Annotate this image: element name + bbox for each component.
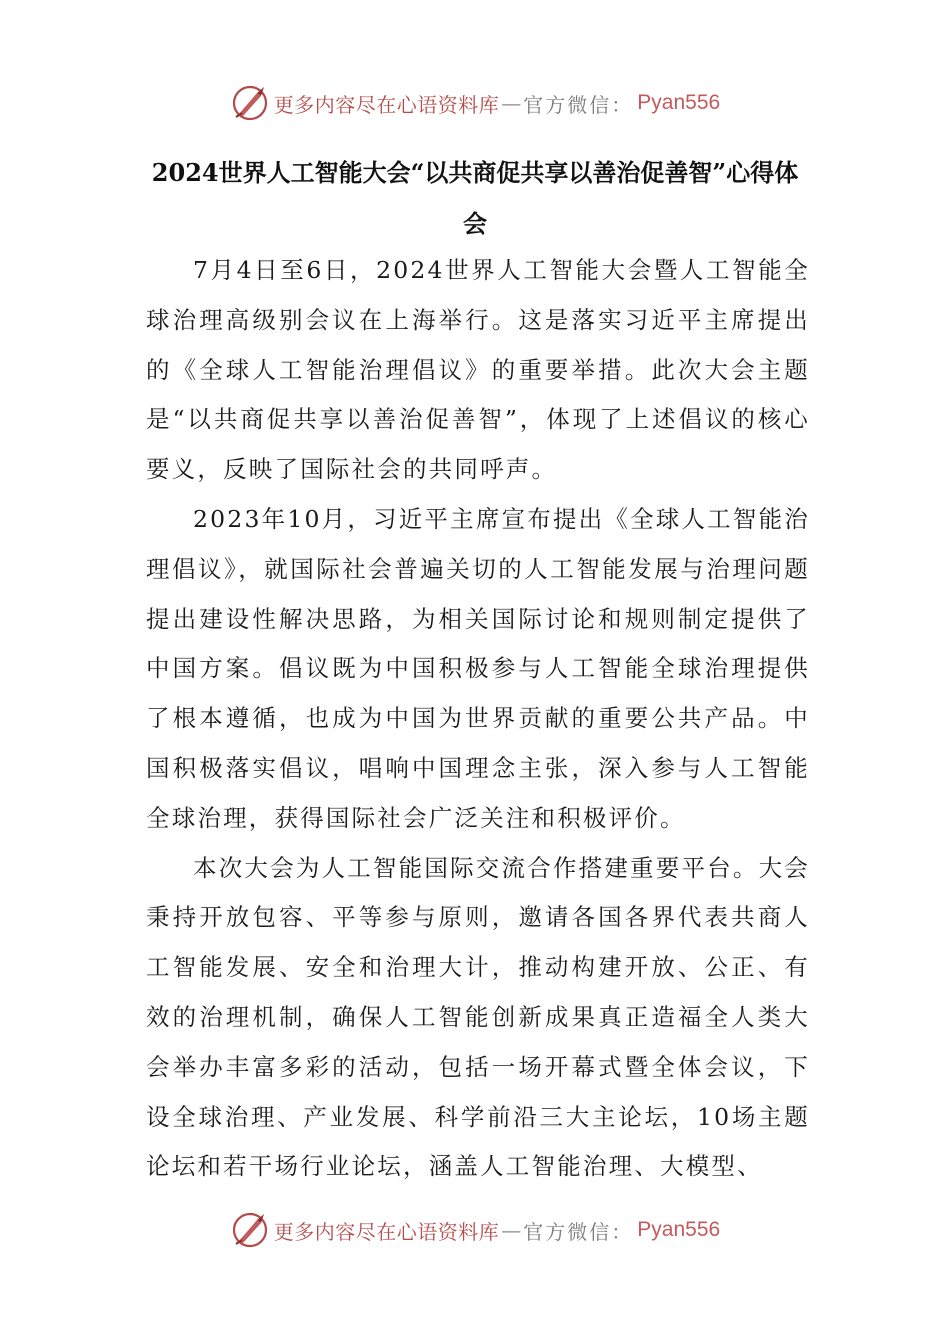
quill-logo-icon	[230, 83, 270, 123]
paragraph-1: 7月4日至6日，2024世界人工智能大会暨人工智能全球治理高级别会议在上海举行。这是落实习近平主席提出的《全球人工智能治理倡议》的重要举措。此次大会主题是“以共商促共享以善治促善智”，体现了上述倡议的核心要义，反映了国际社会的共同呼声。	[146, 256, 810, 484]
header-watermark-banner	[0, 80, 950, 126]
watermark-wechat-id: Pyan556	[637, 1218, 721, 1241]
paragraph-3: 本次大会为人工智能国际交流合作搭建重要平台。大会秉持开放包容、平等参与原则，邀请各国各界代表共商人工智能发展、安全和治理大计，推动构建开放、公正、有效的治理机制，确保人工智能创新成果真正造福全人类大会举办丰富多彩的活动，包括一场开幕式暨全体会议，下设全球治理、产业发展、科学前沿三大主论坛，10场主题论坛和若干场行业论坛，涵盖人工智能治理、大模型、	[146, 853, 810, 1181]
watermark-text: 更多内容尽在心语资料库	[273, 1219, 500, 1244]
watermark-separator: —	[501, 91, 522, 115]
document-title: 2024世界人工智能大会“以共商促共享以善治促善智”心得体会	[151, 158, 799, 238]
watermark-separator: —	[501, 1218, 522, 1242]
watermark-text: 更多内容尽在心语资料库	[273, 92, 500, 117]
watermark-wechat-id: Pyan556	[637, 91, 721, 114]
quill-logo-icon	[230, 1210, 270, 1250]
watermark-official-label: 官方微信：	[523, 92, 634, 117]
document-body	[146, 246, 810, 1192]
paragraph-2: 2023年10月，习近平主席宣布提出《全球人工智能治理倡议》，就国际社会普遍关切的人工智能发展与治理问题提出建设性解决思路，为相关国际讨论和规则制定提供了中国方案。倡议既为中国积极参与人工智能全球治理提供了根本遵循，也成为中国为世界贡献的重要公共产品。中国积极落实倡议，唱响中国理念主张，深入参与人工智能全球治理，获得国际社会广泛关注和积极评价。	[146, 504, 810, 832]
footer-watermark-banner	[0, 1207, 950, 1253]
watermark-official-label: 官方微信：	[523, 1219, 634, 1244]
